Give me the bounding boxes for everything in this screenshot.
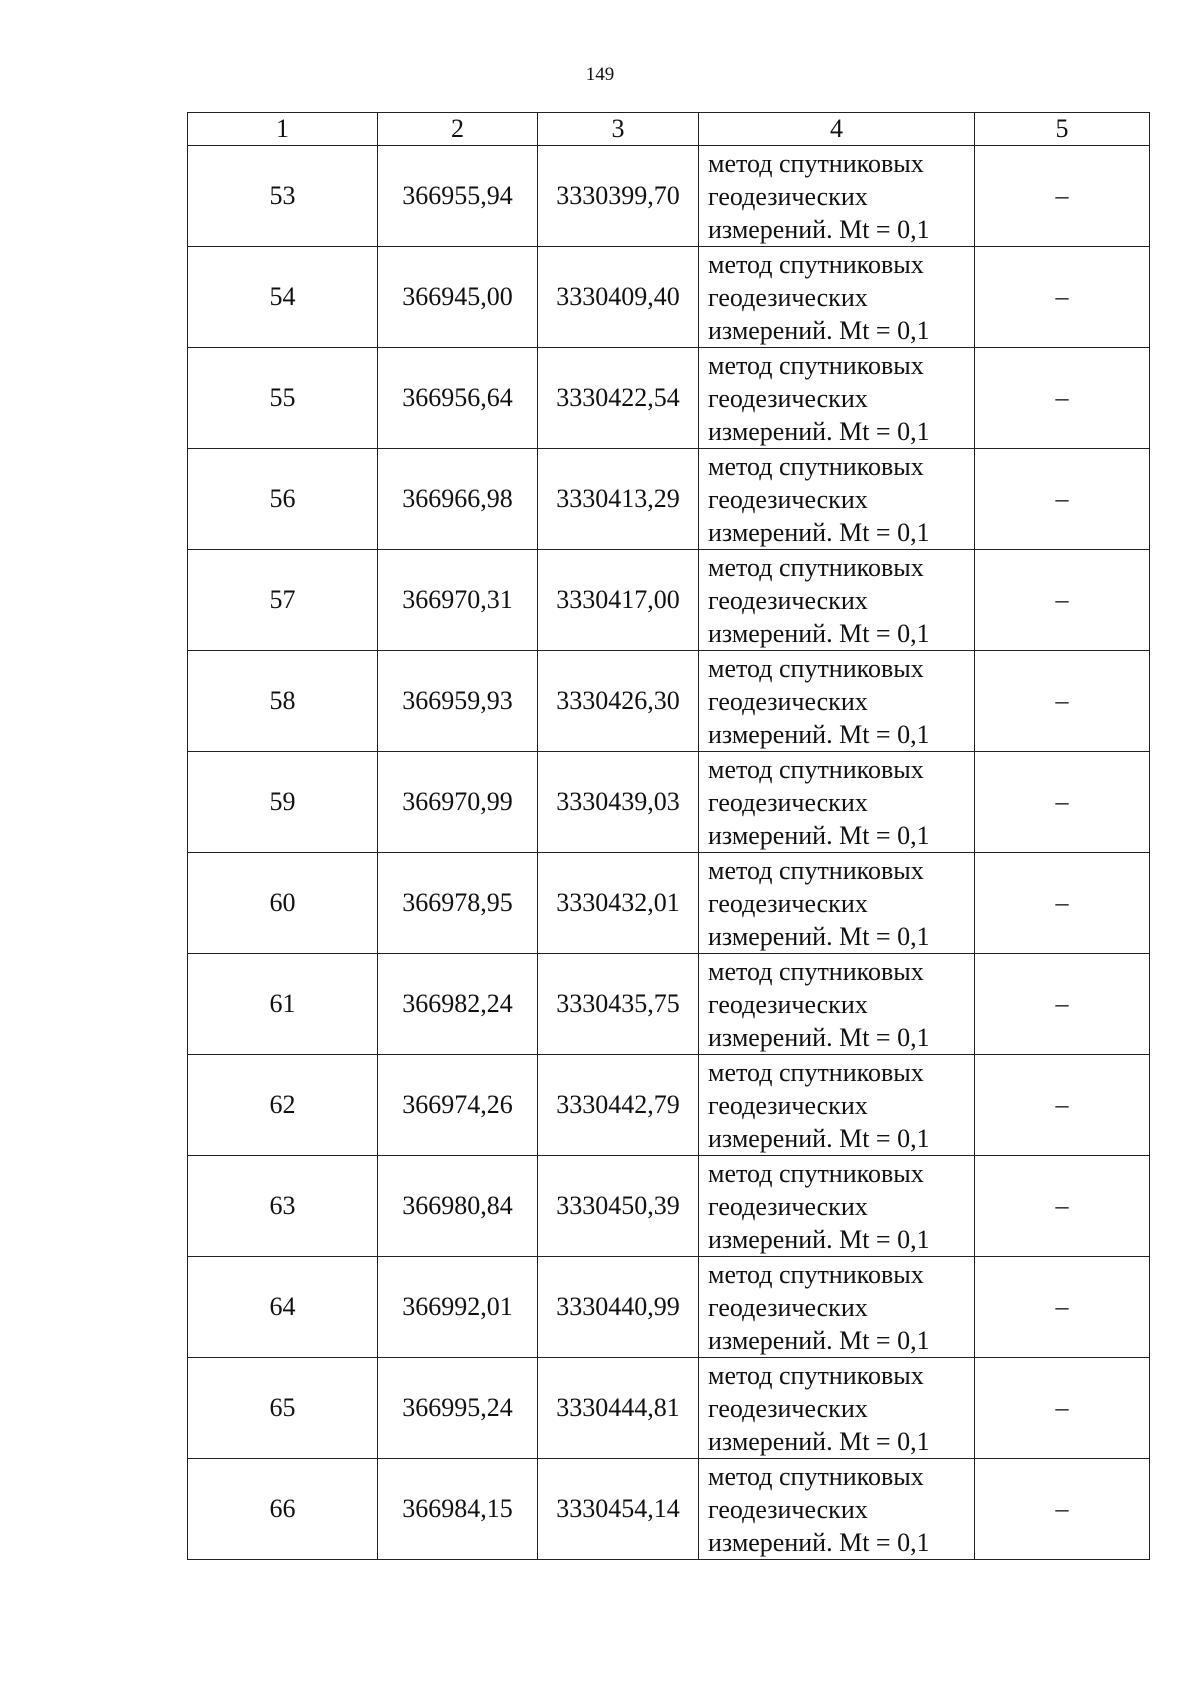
note-cell: – <box>975 247 1150 348</box>
method-line: измерений. Mt = 0,1 <box>708 416 930 446</box>
method-line: метод спутниковых <box>708 451 924 481</box>
method-line: метод спутниковых <box>708 350 924 380</box>
note-cell: – <box>975 1257 1150 1358</box>
method-line: измерений. Mt = 0,1 <box>708 1224 930 1254</box>
table-row <box>188 1156 1150 1257</box>
method-cell <box>699 1358 975 1459</box>
method-line: измерений. Mt = 0,1 <box>708 315 930 345</box>
y-coordinate-cell: 3330426,30 <box>538 651 699 752</box>
y-coordinate-cell: 3330432,01 <box>538 853 699 954</box>
y-coordinate-cell: 3330439,03 <box>538 752 699 853</box>
method-cell <box>699 348 975 449</box>
x-coordinate-cell: 366970,31 <box>378 550 538 651</box>
method-line: метод спутниковых <box>708 148 924 178</box>
coordinates-table <box>187 112 1150 1560</box>
note-cell: – <box>975 348 1150 449</box>
y-coordinate-cell: 3330435,75 <box>538 954 699 1055</box>
page-number: 149 <box>585 64 615 85</box>
method-cell <box>699 1257 975 1358</box>
point-number-cell: 64 <box>188 1257 378 1358</box>
method-line: измерений. Mt = 0,1 <box>708 618 930 648</box>
method-cell <box>699 752 975 853</box>
column-header-4: 4 <box>699 113 975 146</box>
point-number-cell: 66 <box>188 1459 378 1560</box>
method-cell <box>699 651 975 752</box>
y-coordinate-cell: 3330454,14 <box>538 1459 699 1560</box>
note-cell: – <box>975 1156 1150 1257</box>
table-row <box>188 853 1150 954</box>
method-line: геодезических <box>708 484 868 514</box>
method-line: измерений. Mt = 0,1 <box>708 1527 930 1557</box>
x-coordinate-cell: 366956,64 <box>378 348 538 449</box>
point-number-cell: 62 <box>188 1055 378 1156</box>
method-line: метод спутниковых <box>708 552 924 582</box>
x-coordinate-cell: 366984,15 <box>378 1459 538 1560</box>
note-cell: – <box>975 853 1150 954</box>
note-cell: – <box>975 550 1150 651</box>
method-line: измерений. Mt = 0,1 <box>708 820 930 850</box>
method-line: метод спутниковых <box>708 1259 924 1289</box>
point-number-cell: 63 <box>188 1156 378 1257</box>
y-coordinate-cell: 3330444,81 <box>538 1358 699 1459</box>
method-line: метод спутниковых <box>708 1057 924 1087</box>
method-line: геодезических <box>708 1292 868 1322</box>
method-line: геодезических <box>708 686 868 716</box>
y-coordinate-cell: 3330409,40 <box>538 247 699 348</box>
note-cell: – <box>975 752 1150 853</box>
y-coordinate-cell: 3330450,39 <box>538 1156 699 1257</box>
method-line: геодезических <box>708 383 868 413</box>
column-header-3: 3 <box>538 113 699 146</box>
point-number-cell: 56 <box>188 449 378 550</box>
point-number-cell: 59 <box>188 752 378 853</box>
method-line: геодезических <box>708 282 868 312</box>
point-number-cell: 53 <box>188 146 378 247</box>
y-coordinate-cell: 3330399,70 <box>538 146 699 247</box>
method-cell <box>699 550 975 651</box>
method-line: метод спутниковых <box>708 653 924 683</box>
table-row <box>188 752 1150 853</box>
method-line: измерений. Mt = 0,1 <box>708 1022 930 1052</box>
x-coordinate-cell: 366995,24 <box>378 1358 538 1459</box>
note-cell: – <box>975 651 1150 752</box>
y-coordinate-cell: 3330413,29 <box>538 449 699 550</box>
x-coordinate-cell: 366992,01 <box>378 1257 538 1358</box>
method-cell <box>699 1459 975 1560</box>
note-cell: – <box>975 954 1150 1055</box>
point-number-cell: 65 <box>188 1358 378 1459</box>
method-line: метод спутниковых <box>708 249 924 279</box>
y-coordinate-cell: 3330422,54 <box>538 348 699 449</box>
column-header-1: 1 <box>188 113 378 146</box>
x-coordinate-cell: 366945,00 <box>378 247 538 348</box>
point-number-cell: 57 <box>188 550 378 651</box>
point-number-cell: 61 <box>188 954 378 1055</box>
method-line: метод спутниковых <box>708 956 924 986</box>
note-cell: – <box>975 1055 1150 1156</box>
x-coordinate-cell: 366974,26 <box>378 1055 538 1156</box>
method-line: измерений. Mt = 0,1 <box>708 921 930 951</box>
method-line: измерений. Mt = 0,1 <box>708 517 930 547</box>
x-coordinate-cell: 366959,93 <box>378 651 538 752</box>
y-coordinate-cell: 3330440,99 <box>538 1257 699 1358</box>
method-cell <box>699 954 975 1055</box>
method-line: геодезических <box>708 585 868 615</box>
table-row <box>188 146 1150 247</box>
method-cell <box>699 1156 975 1257</box>
method-cell <box>699 1055 975 1156</box>
x-coordinate-cell: 366970,99 <box>378 752 538 853</box>
method-line: метод спутниковых <box>708 855 924 885</box>
method-line: геодезических <box>708 888 868 918</box>
table-row <box>188 1459 1150 1560</box>
point-number-cell: 54 <box>188 247 378 348</box>
table-row <box>188 550 1150 651</box>
method-line: геодезических <box>708 1494 868 1524</box>
x-coordinate-cell: 366982,24 <box>378 954 538 1055</box>
method-line: геодезических <box>708 1191 868 1221</box>
point-number-cell: 55 <box>188 348 378 449</box>
table-row <box>188 348 1150 449</box>
method-line: измерений. Mt = 0,1 <box>708 1325 930 1355</box>
method-cell <box>699 853 975 954</box>
point-number-cell: 60 <box>188 853 378 954</box>
note-cell: – <box>975 1358 1150 1459</box>
table-body <box>188 146 1150 1560</box>
note-cell: – <box>975 146 1150 247</box>
method-cell <box>699 146 975 247</box>
x-coordinate-cell: 366955,94 <box>378 146 538 247</box>
y-coordinate-cell: 3330442,79 <box>538 1055 699 1156</box>
method-cell <box>699 247 975 348</box>
table-row <box>188 651 1150 752</box>
x-coordinate-cell: 366978,95 <box>378 853 538 954</box>
x-coordinate-cell: 366966,98 <box>378 449 538 550</box>
y-coordinate-cell: 3330417,00 <box>538 550 699 651</box>
table-row <box>188 954 1150 1055</box>
method-line: геодезических <box>708 989 868 1019</box>
method-line: измерений. Mt = 0,1 <box>708 214 930 244</box>
method-line: измерений. Mt = 0,1 <box>708 719 930 749</box>
x-coordinate-cell: 366980,84 <box>378 1156 538 1257</box>
method-line: метод спутниковых <box>708 754 924 784</box>
method-line: геодезических <box>708 1090 868 1120</box>
method-line: метод спутниковых <box>708 1158 924 1188</box>
table-row <box>188 1358 1150 1459</box>
method-cell <box>699 449 975 550</box>
note-cell: – <box>975 449 1150 550</box>
table-row <box>188 1055 1150 1156</box>
method-line: геодезических <box>708 1393 868 1423</box>
column-header-5: 5 <box>975 113 1150 146</box>
method-line: метод спутниковых <box>708 1461 924 1491</box>
method-line: измерений. Mt = 0,1 <box>708 1123 930 1153</box>
note-cell: – <box>975 1459 1150 1560</box>
column-header-2: 2 <box>378 113 538 146</box>
table-row <box>188 1257 1150 1358</box>
method-line: метод спутниковых <box>708 1360 924 1390</box>
table-row <box>188 247 1150 348</box>
point-number-cell: 58 <box>188 651 378 752</box>
table-header-row <box>188 113 1150 146</box>
method-line: измерений. Mt = 0,1 <box>708 1426 930 1456</box>
table-row <box>188 449 1150 550</box>
method-line: геодезических <box>708 787 868 817</box>
method-line: геодезических <box>708 181 868 211</box>
